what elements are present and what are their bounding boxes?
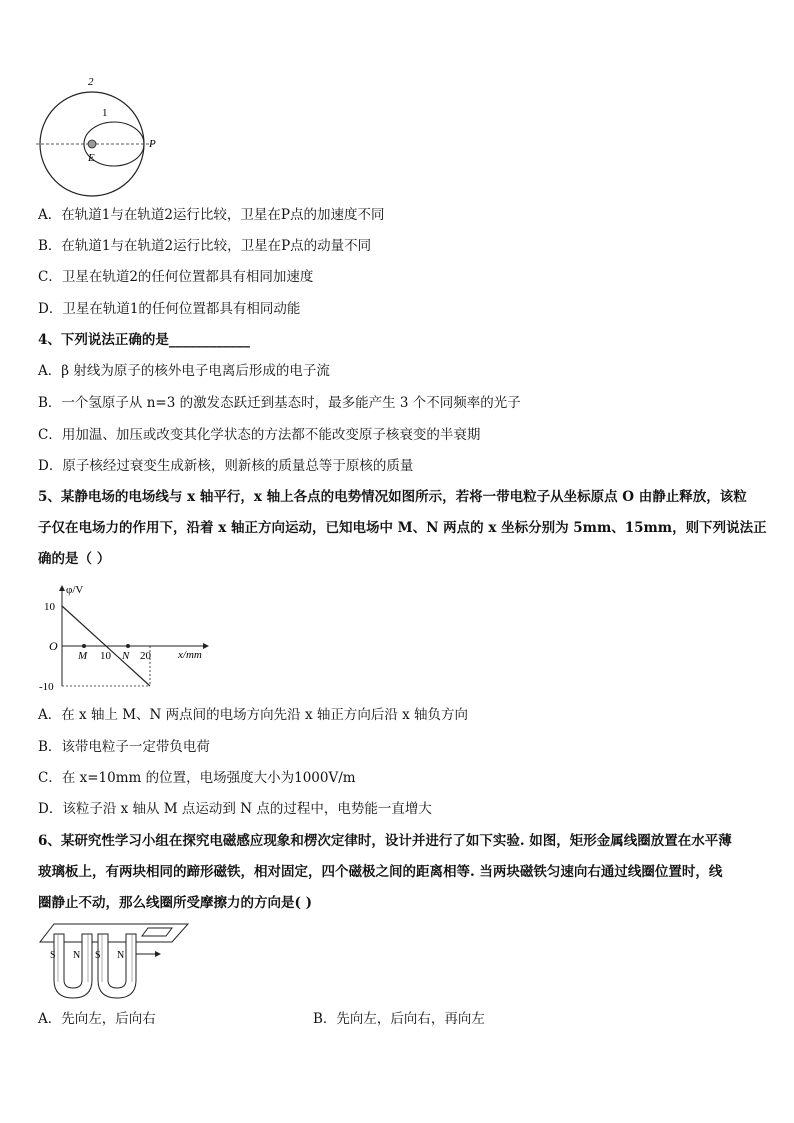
q6-option-a: A．先向左，后向右 <box>38 1011 156 1027</box>
label-earth: E <box>88 152 95 164</box>
y-tick-label-bottom: -10 <box>39 681 54 693</box>
q3-option-d: D．卫星在轨道1的任何位置都具有相同动能 <box>38 301 301 317</box>
q4-option-b: B．一个氢原子从 n=3 的激发态跃迁到基态时，最多能产生 3 个不同频率的光子 <box>38 395 521 411</box>
magnets-diagram <box>36 920 196 1002</box>
pole-label-2: N <box>73 950 81 961</box>
magnet-1 <box>54 934 92 998</box>
q6-stem-line-1: 6、某研究性学习小组在探究电磁感应现象和楞次定律时，设计并进行了如下实验. 如图，矩形金属线圈放置在水平薄 <box>38 833 732 849</box>
magnet-2 <box>98 934 136 998</box>
q6-option-b: B．先向左，后向右，再向左 <box>313 1011 485 1027</box>
coil <box>142 928 172 936</box>
q5-stem-line-2: 子仅在电场力的作用下，沿着 x 轴正方向运动，已知电场中 M、N 两点的 x 坐标分别为 5mm、15mm，则下列说法正 <box>38 520 767 536</box>
point-label-n: N <box>122 650 130 662</box>
q5-option-d: D．该粒子沿 x 轴从 M 点运动到 N 点的过程中，电势能一直增大 <box>38 801 432 817</box>
q3-option-a: A．在轨道1与在轨道2运行比较，卫星在P点的加速度不同 <box>38 207 385 223</box>
q5-stem-line-3: 确的是（ ） <box>38 551 111 567</box>
x-tick-label-20: 20 <box>140 650 151 662</box>
q5-stem <box>38 482 767 575</box>
q4-option-c: C．用加温、加压或改变其化学状态的方法都不能改变原子核衰变的半衰期 <box>38 427 481 443</box>
pole-label-3: S <box>95 950 101 961</box>
q6-stem-line-2: 玻璃板上，有两块相同的蹄形磁铁，相对固定，四个磁极之间的距离相等. 当两块磁铁匀速向右通过线圈位置时，线 <box>38 864 723 880</box>
q6-stem <box>38 826 760 919</box>
q4-option-a: A．β 射线为原子的核外电子电离后形成的电子流 <box>38 363 330 379</box>
x-axis-label: x/mm <box>178 649 202 661</box>
q5-option-b: B．该带电粒子一定带负电荷 <box>38 739 210 755</box>
y-axis-label: φ/V <box>66 584 84 596</box>
label-inner-orbit: 1 <box>102 107 108 119</box>
earth <box>88 140 96 148</box>
potential-chart <box>36 580 226 695</box>
pole-label-4: N <box>117 950 125 961</box>
q3-option-c: C．卫星在轨道2的任何位置都具有相同加速度 <box>38 269 314 285</box>
q4-stem <box>38 331 250 349</box>
q5-option-c: C．在 x=10mm 的位置，电场强度大小为1000V/m <box>38 770 356 786</box>
y-tick-label-top: 10 <box>44 601 55 613</box>
q4-option-d: D．原子核经过衰变生成新核，则新核的质量总等于原核的质量 <box>38 458 414 474</box>
label-point-p: P <box>149 138 156 150</box>
q6-stem-line-3: 圈静止不动，那么线圈所受摩擦力的方向是( ) <box>38 895 312 911</box>
point-n <box>126 644 130 648</box>
x-tick-label-10: 10 <box>100 650 111 662</box>
origin-label: O <box>49 639 58 653</box>
label-outer-orbit: 2 <box>88 76 94 88</box>
q4-stem-text: 4、下列说法正确的是 <box>38 332 169 348</box>
point-m <box>82 644 86 648</box>
pole-label-1: S <box>50 950 56 961</box>
q4-blank: ____________ <box>168 332 250 348</box>
q3-option-b: B．在轨道1与在轨道2运行比较，卫星在P点的动量不同 <box>38 238 372 254</box>
q5-option-a: A．在 x 轴上 M、N 两点间的电场方向先沿 x 轴正方向后沿 x 轴负方向 <box>38 707 469 723</box>
point-label-m: M <box>78 650 88 662</box>
q5-stem-line-1: 5、某静电场的电场线与 x 轴平行，x 轴上各点的电势情况如图所示，若将一带电粒子从坐标原点 O 由静止释放，该粒 <box>38 489 747 505</box>
orbit-diagram <box>34 72 164 202</box>
